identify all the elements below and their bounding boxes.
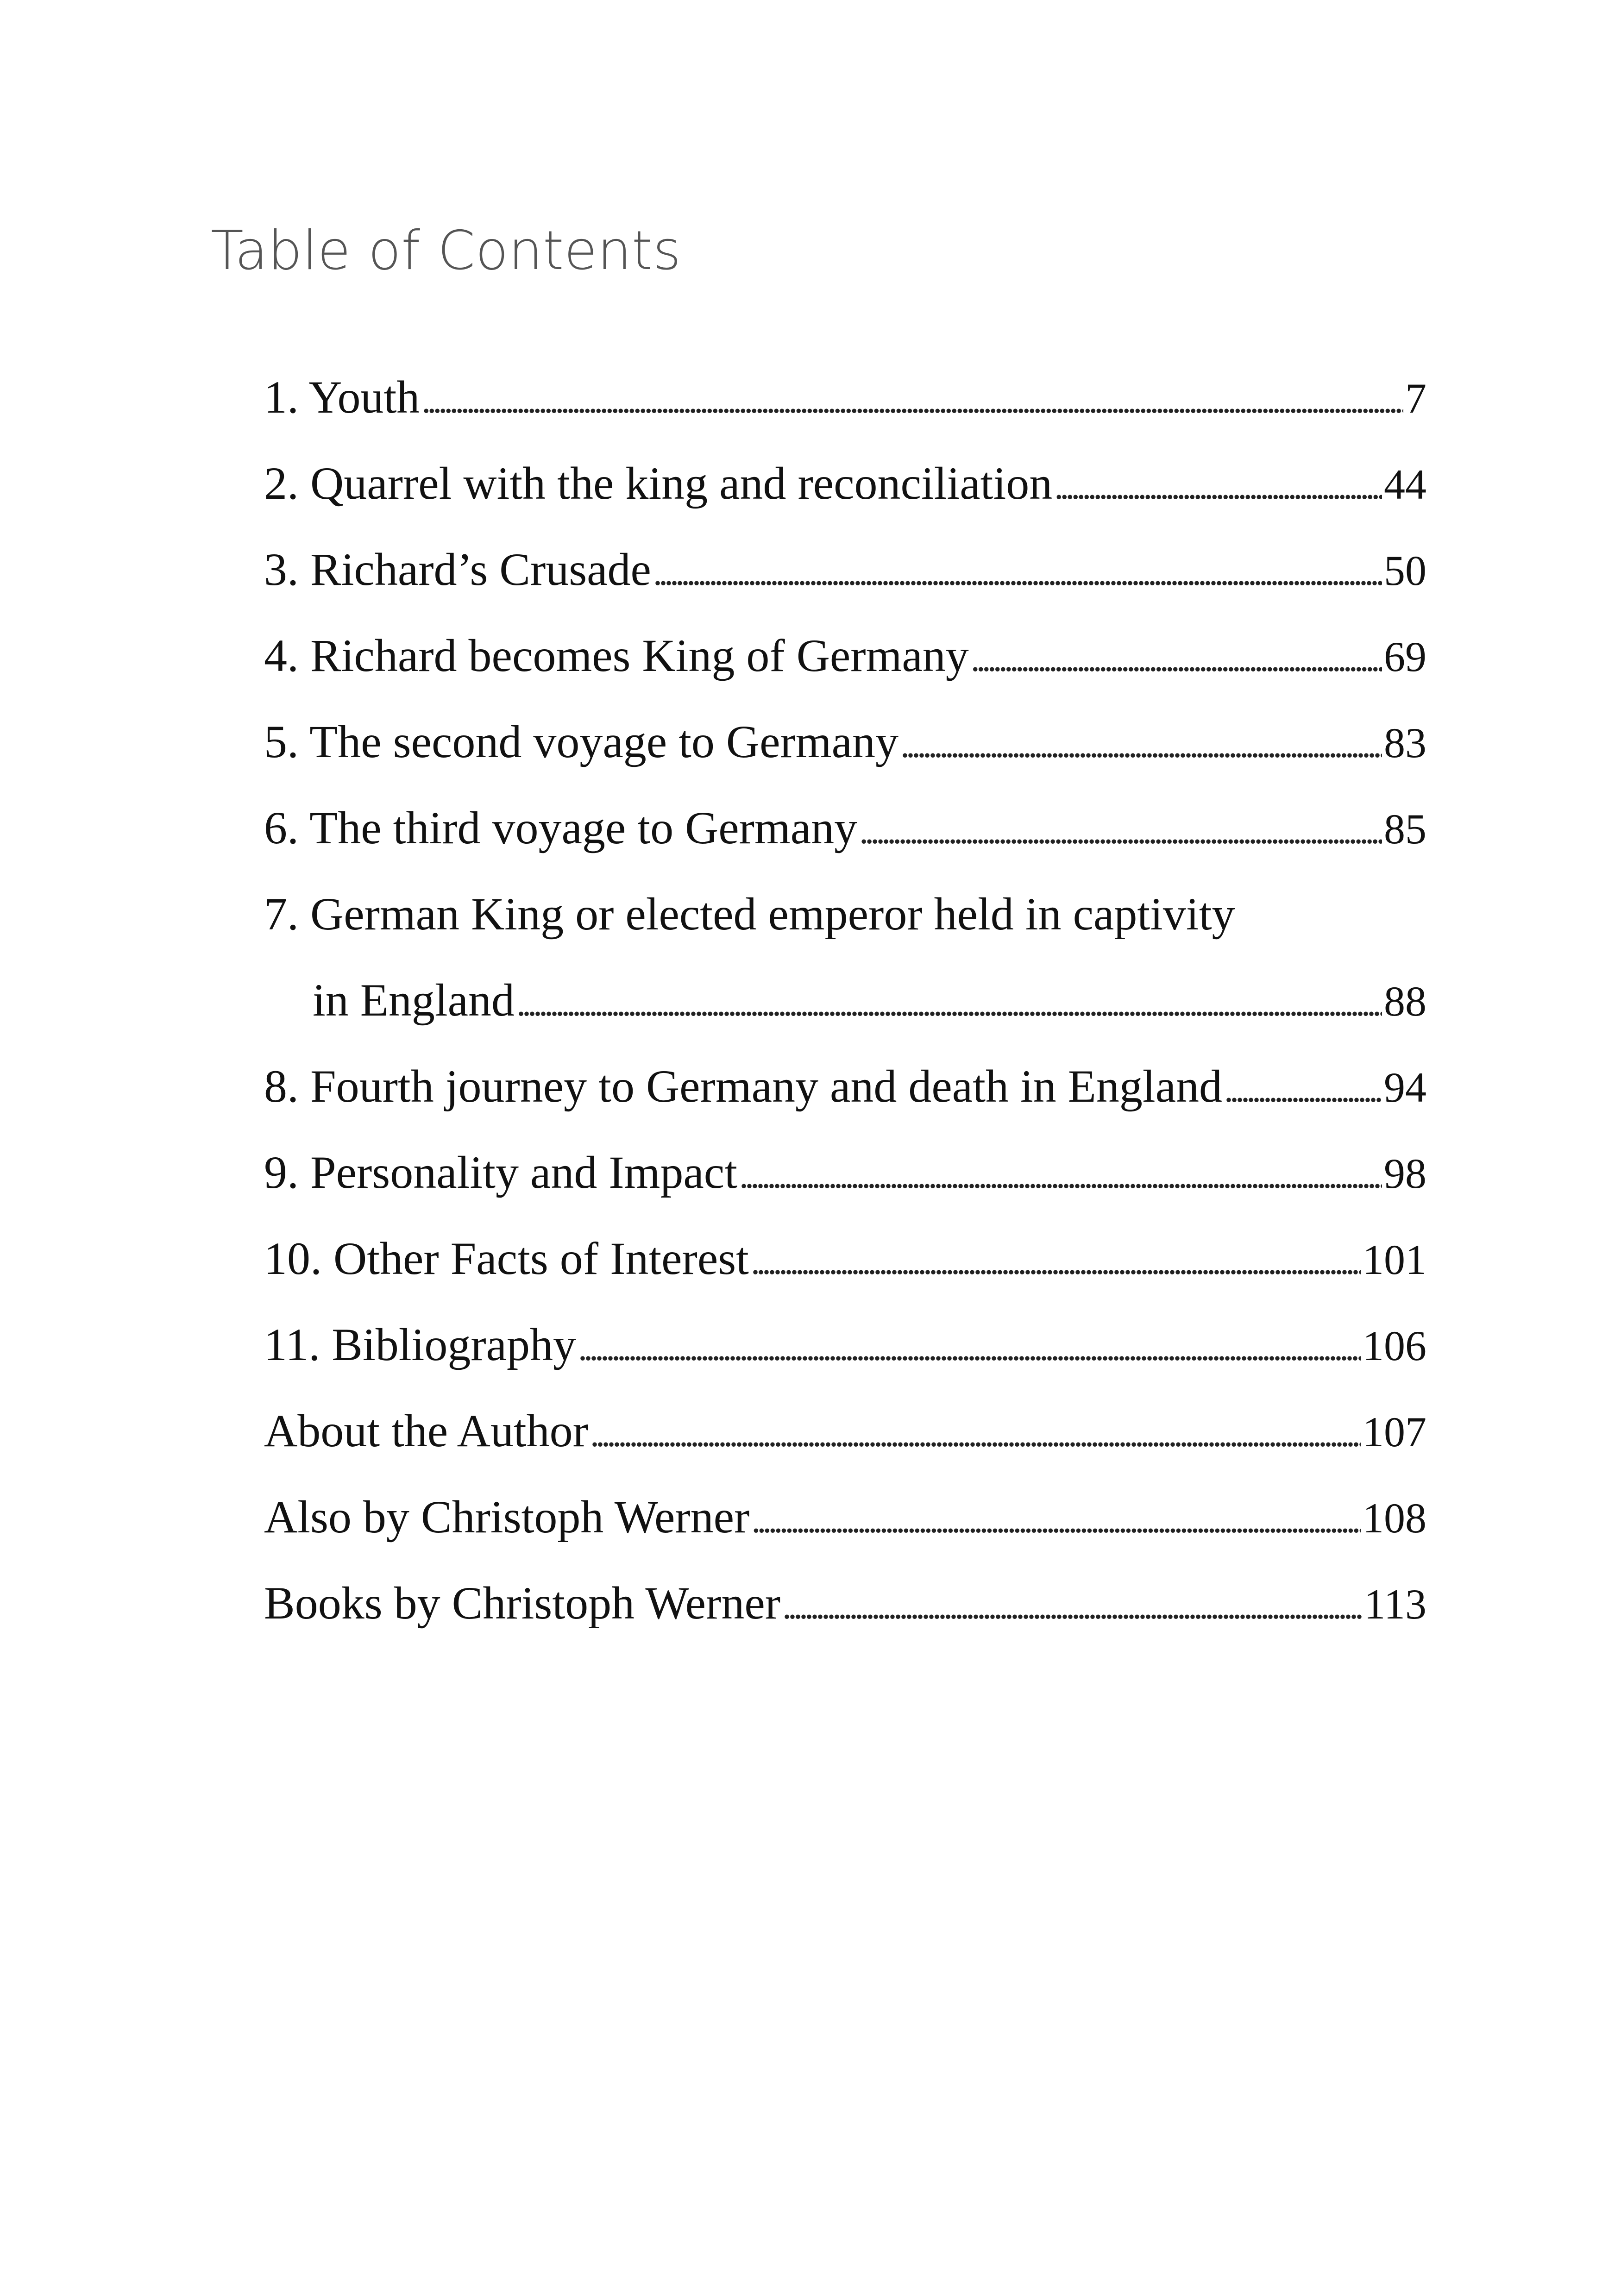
dot-leader [1224,1069,1382,1111]
toc-entry[interactable] [264,715,1426,801]
toc-entry-page: 44 [1384,461,1426,508]
toc-entry[interactable] [264,1232,1426,1318]
toc-entry-page: 108 [1363,1494,1426,1542]
toc-entry-label: 2. Quarrel with the king and reconciliation [264,458,1053,509]
dot-leader [578,1327,1361,1369]
dot-leader [751,1241,1361,1283]
toc-entry[interactable] [264,1060,1426,1146]
toc-entry[interactable] [264,543,1426,629]
toc-entry-page: 113 [1364,1581,1426,1628]
toc-entry-page: 101 [1363,1236,1426,1283]
toc-list [264,370,1426,1662]
toc-entry-page: 69 [1384,633,1426,680]
toc-entry-page: 106 [1363,1322,1426,1369]
dot-leader [739,1155,1382,1197]
dot-leader [859,810,1382,853]
page-title: Table of Contents [211,220,681,282]
toc-entry-page: 50 [1384,547,1426,594]
dot-leader [590,1413,1361,1455]
dot-leader [653,552,1382,594]
toc-entry-page: 85 [1384,805,1426,853]
toc-entry-page: 94 [1384,1064,1426,1111]
dot-leader [782,1586,1362,1628]
toc-entry-label: Books by Christoph Werner [264,1577,781,1629]
toc-entry[interactable] [264,1576,1426,1662]
dot-leader [1054,466,1382,508]
toc-entry-label: 5. The second voyage to Germany [264,716,898,767]
toc-entry-label: 9. Personality and Impact [264,1147,737,1198]
toc-entry-label: 1. Youth [264,371,420,423]
toc-entry[interactable] [264,457,1426,543]
toc-entry[interactable] [264,1318,1426,1404]
toc-entry[interactable] [264,1404,1426,1490]
toc-entry-label: 10. Other Facts of Interest [264,1233,749,1284]
toc-entry-label: About the Author [264,1405,588,1456]
toc-entry-label: Also by Christoph Werner [264,1491,750,1543]
dot-leader [516,983,1382,1025]
toc-entry-page: 7 [1405,375,1426,422]
dot-leader [971,638,1382,680]
toc-entry[interactable] [264,629,1426,715]
toc-entry-label: in England [313,974,515,1026]
toc-entry-label: 3. Richard’s Crusade [264,544,651,595]
toc-entry-page: 107 [1363,1408,1426,1455]
toc-entry-label: 6. The third voyage to Germany [264,802,858,853]
toc-entry[interactable] [264,973,1426,1060]
toc-entry[interactable] [264,370,1426,457]
toc-entry-page: 83 [1384,719,1426,766]
toc-entry[interactable] [264,1490,1426,1576]
dot-leader [900,724,1382,766]
toc-entry-label: 4. Richard becomes King of Germany [264,630,969,681]
toc-entry-page: 98 [1384,1150,1426,1197]
toc-entry-label-line1[interactable]: 7. German King or elected emperor held in captivity [264,888,1235,940]
toc-entry-page: 88 [1384,978,1426,1025]
toc-entry[interactable] [264,801,1426,887]
toc-entry[interactable] [264,1146,1426,1232]
toc-entry-label: 11. Bibliography [264,1319,577,1370]
toc-entry-label: 8. Fourth journey to Germany and death in England [264,1060,1222,1112]
dot-leader [421,380,1403,422]
dot-leader [751,1499,1361,1542]
